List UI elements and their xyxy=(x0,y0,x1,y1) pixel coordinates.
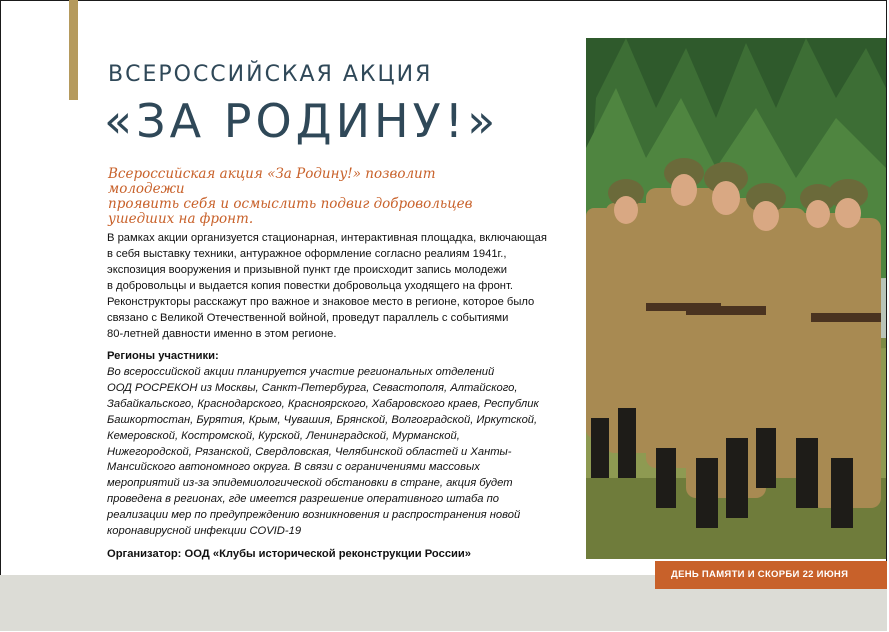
accent-bar xyxy=(69,0,78,100)
soldiers-photo xyxy=(586,38,886,559)
regions-heading: Регионы участники: xyxy=(107,350,219,362)
description-paragraph: В рамках акции организуется стационарная, интерактивная площадка, включающая в себя выставку техники, антуражное оформление согласно реалиям 1941г., экспозиция вооружения и призывной пункт где происходит запись молодежи в добровольцы и выдается копия повестки добровольца уходящего на фронт. Реконструкторы расскажут про важное и знаковое место в регионе, которое было связано с Великой Отечественной войной, проведут параллель с событиями 80-летней давности именно в этом регионе. xyxy=(107,232,547,340)
footer-badge: ДЕНЬ ПАМЯТИ И СКОРБИ 22 ИЮНЯ xyxy=(655,561,887,589)
page-title: «ЗА РОДИНУ!» xyxy=(104,94,500,148)
organizer-line: Организатор: ООД «Клубы исторической реконструкции России» xyxy=(107,548,472,560)
page-subtitle: ВСЕРОССИЙСКАЯ АКЦИЯ xyxy=(108,62,433,87)
regions-paragraph: Во всероссийской акции планируется участие региональных отделений ООД РОСРЕКОН из Москвы, Санкт-Петербурга, Севастополя, Алтайского, Забайкальского, Краснодарского, Красноярского, Хабаровского краев, Республик Башкортостан, Бурятия, Крым, Чувашия, Брянской, Волгоградской, Иркутской, Кемеровской, Костромской, Курской, Ленинградской, Мурманской, Нижегородской, Рязанской, Свердловская, Челябинской областей и Ханты- Мансийского автономного округа. В связи с ограничениями массовых мероприятий из-за эпидемиологической обстановки в стране, акция будет проведена в регионах, где имеется разрешение оперативного штаба по реализации мер по предупреждению возникновения и распространения новой коронавирусной инфекции COVID-19 xyxy=(107,366,539,538)
lead-paragraph: Всероссийская акция «За Родину!» позволит молодежи проявить себя и осмыслить подвиг добровольцев ушедших на фронт. xyxy=(108,166,473,227)
